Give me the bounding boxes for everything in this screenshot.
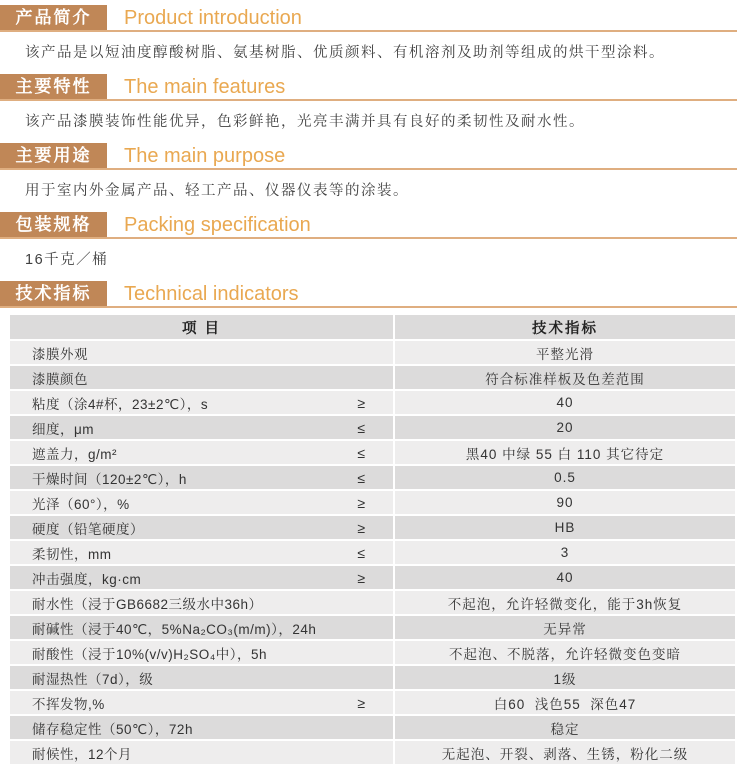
- comparator-symbol: ≥: [357, 694, 365, 711]
- section-header: [0, 143, 737, 170]
- section-badge: 主要用途: [0, 143, 107, 168]
- value-cell: 稳定: [395, 716, 735, 739]
- table-row: [10, 466, 735, 489]
- item-cell: [10, 441, 393, 464]
- value-cell: 20: [395, 416, 735, 439]
- comparator-symbol: ≤: [357, 469, 365, 486]
- table-row: [10, 516, 735, 539]
- value-cell: 白60 浅色55 深色47: [395, 691, 735, 714]
- table-row: [10, 666, 735, 689]
- section-title-en: Packing specification: [124, 213, 311, 236]
- section-badge: 包装规格: [0, 212, 107, 237]
- item-label: 光泽（60°），%: [32, 496, 130, 512]
- table-row: [10, 566, 735, 589]
- section-body: 用于室内外金属产品、轻工产品、仪器仪表等的涂装。: [25, 183, 409, 199]
- item-cell: [10, 566, 393, 589]
- item-cell: [10, 691, 393, 714]
- value-cell: 符合标准样板及色差范围: [395, 366, 735, 389]
- item-cell: [10, 466, 393, 489]
- section-title-en: The main purpose: [124, 144, 286, 167]
- section-main-purpose: [0, 143, 737, 200]
- item-cell: [10, 341, 393, 364]
- item-label: 漆膜颜色: [32, 371, 88, 387]
- section-title-en: The main features: [124, 75, 286, 98]
- column-header-indicator: 技术指标: [395, 315, 735, 339]
- section-main-features: [0, 74, 737, 131]
- item-cell: [10, 741, 393, 764]
- section-title-en: Technical indicators: [124, 282, 299, 305]
- value-cell: 40: [395, 566, 735, 589]
- value-cell: 不起泡，允许轻微变化，能于3h恢复: [395, 591, 735, 614]
- value-cell: 无异常: [395, 616, 735, 639]
- table-row: [10, 416, 735, 439]
- item-label: 干燥时间（120±2℃），h: [32, 471, 187, 487]
- item-label: 硬度（铅笔硬度）: [32, 521, 144, 537]
- item-cell: [10, 541, 393, 564]
- item-label: 耐水性（浸于GB6682三级水中36h）: [32, 596, 263, 612]
- value-cell: 无起泡、开裂、剥落、生锈，粉化二级: [395, 741, 735, 764]
- value-cell: 0.5: [395, 466, 735, 489]
- comparator-symbol: ≤: [357, 444, 365, 461]
- comparator-symbol: ≤: [357, 419, 365, 436]
- spec-table: [8, 313, 737, 766]
- item-cell: [10, 491, 393, 514]
- value-cell: 3: [395, 541, 735, 564]
- value-cell: 平整光滑: [395, 341, 735, 364]
- item-cell: [10, 366, 393, 389]
- section-badge: 技术指标: [0, 281, 107, 306]
- comparator-symbol: ≤: [357, 544, 365, 561]
- table-header-row: [10, 315, 735, 339]
- item-label: 耐酸性（浸于10%(v/v)H₂SO₄中），5h: [32, 646, 268, 662]
- item-label: 漆膜外观: [32, 346, 88, 362]
- table-row: [10, 741, 735, 764]
- value-cell: 90: [395, 491, 735, 514]
- item-cell: [10, 666, 393, 689]
- item-cell: [10, 641, 393, 664]
- value-cell: HB: [395, 516, 735, 539]
- table-row: [10, 641, 735, 664]
- item-cell: [10, 416, 393, 439]
- section-badge: 产品简介: [0, 5, 107, 30]
- item-label: 储存稳定性（50℃），72h: [32, 721, 193, 737]
- item-label: 粘度（涂4#杯，23±2℃），s: [32, 396, 209, 412]
- spec-table-body: [10, 341, 735, 764]
- table-row: [10, 441, 735, 464]
- section-body: 16千克／桶: [25, 252, 109, 268]
- item-cell: [10, 616, 393, 639]
- section-body: 该产品是以短油度醇酸树脂、氨基树脂、优质颜料、有机溶剂及助剂等组成的烘干型涂料。: [25, 45, 665, 61]
- section-header: [0, 5, 737, 32]
- section-packing-specification: [0, 212, 737, 269]
- section-title-en: Product introduction: [124, 6, 302, 29]
- section-header: [0, 281, 737, 308]
- table-row: [10, 591, 735, 614]
- comparator-symbol: ≥: [357, 519, 365, 536]
- column-header-item: 项 目: [10, 315, 393, 339]
- table-row: [10, 691, 735, 714]
- comparator-symbol: ≥: [357, 494, 365, 511]
- section-technical-indicators: [0, 281, 737, 766]
- section-badge: 主要特性: [0, 74, 107, 99]
- table-row: [10, 616, 735, 639]
- section-body: 该产品漆膜装饰性能优异，色彩鲜艳，光亮丰满并具有良好的柔韧性及耐水性。: [25, 114, 585, 130]
- item-label: 不挥发物,%: [32, 696, 105, 712]
- table-row: [10, 341, 735, 364]
- table-row: [10, 541, 735, 564]
- item-label: 耐候性，12个月: [32, 746, 133, 762]
- technical-indicators-table: [8, 313, 737, 766]
- table-row: [10, 391, 735, 414]
- section-product-introduction: [0, 5, 737, 62]
- table-row: [10, 491, 735, 514]
- item-cell: [10, 391, 393, 414]
- item-cell: [10, 516, 393, 539]
- table-row: [10, 716, 735, 739]
- value-cell: 不起泡、不脱落，允许轻微变色变暗: [395, 641, 735, 664]
- table-row: [10, 366, 735, 389]
- item-label: 冲击强度，kg·cm: [32, 571, 142, 587]
- value-cell: 40: [395, 391, 735, 414]
- comparator-symbol: ≥: [357, 569, 365, 586]
- item-cell: [10, 716, 393, 739]
- comparator-symbol: ≥: [357, 394, 365, 411]
- section-header: [0, 74, 737, 101]
- value-cell: 1级: [395, 666, 735, 689]
- item-label: 耐湿热性（7d），级: [32, 671, 154, 687]
- value-cell: 黑40 中绿 55 白 110 其它待定: [395, 441, 735, 464]
- item-label: 遮盖力，g/m²: [32, 446, 117, 462]
- item-label: 细度，μm: [32, 421, 95, 437]
- item-cell: [10, 591, 393, 614]
- item-label: 柔韧性，mm: [32, 546, 112, 562]
- item-label: 耐碱性（浸于40℃，5%Na₂CO₃(m/m)），24h: [32, 621, 317, 637]
- section-header: [0, 212, 737, 239]
